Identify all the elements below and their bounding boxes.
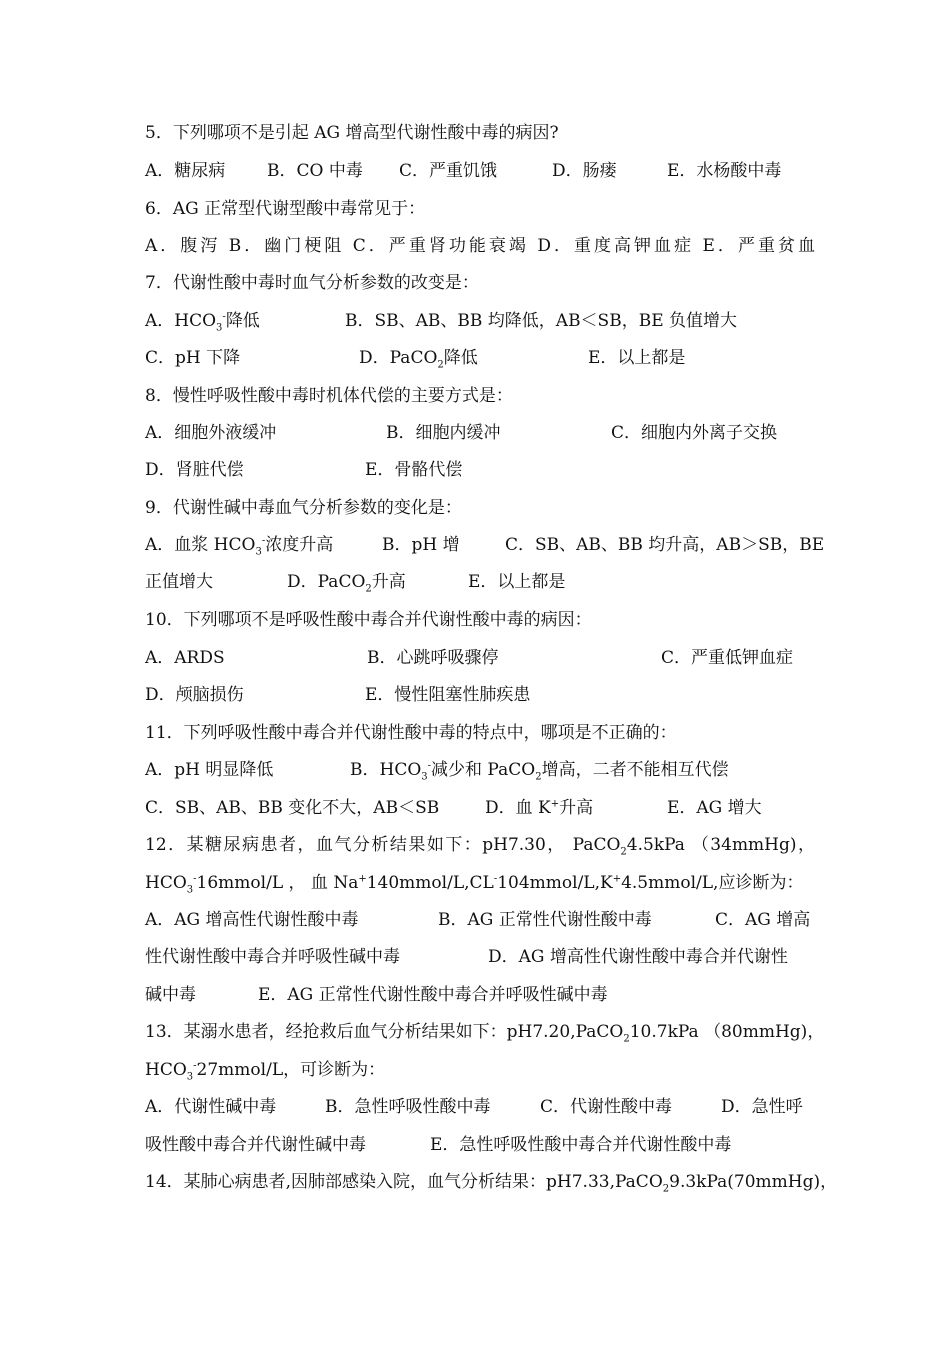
option-d-continued: 碱中毒 [145,985,196,1005]
option-c: C．严重饥饿 [399,161,498,181]
option-c: C．严重低钾血症 [661,648,794,668]
option-d-continued: 吸性酸中毒合并代谢性碱中毒 [145,1135,366,1155]
question-13-stem-line2: $HCO_3^-27mmol/L$，可诊断为： [145,1060,386,1083]
option-c: C．SB、AB、BB 均升高，AB＞SB，BE [505,535,825,555]
option-a: A．血浆 $HCO_3^-$浓度升高 [145,535,334,558]
option-b: B．SB、AB、BB 均降低，AB＜SB，BE 负值增大 [345,311,738,331]
option-d: D．血 K+升高 [485,798,594,818]
option-e: E．骨骼代偿 [365,460,463,480]
option-a: A．代谢性碱中毒 [145,1097,277,1117]
question-6-options: A．腹泻 B．幽门梗阻 C．严重肾功能衰竭 D．重度高钾血症 E．严重贫血 [145,236,815,256]
option-b: B．AG 正常性代谢性酸中毒 [438,910,652,930]
option-b: B．急性呼吸性酸中毒 [325,1097,491,1117]
question-9-stem: 9．代谢性碱中毒血气分析参数的变化是： [145,498,462,518]
option-c-continued: 正值增大 [145,572,213,592]
option-e: E．AG 增大 [667,798,762,818]
question-13-options-row1 [145,1092,815,1122]
question-7-stem: 7．代谢性酸中毒时血气分析参数的改变是： [145,273,479,293]
option-b: B．CO 中毒 [267,161,363,181]
option-a: A．糖尿病 [145,161,226,181]
option-c-continued: 性代谢性酸中毒合并呼吸性碱中毒 [145,947,400,967]
question-10-options-row1 [145,643,815,673]
option-e: E．急性呼吸性酸中毒合并代谢性酸中毒 [430,1135,732,1155]
question-13-options-row2 [145,1130,815,1160]
question-9-options-row1 [145,530,825,560]
question-13-stem-line1: 13．某溺水患者，经抢救后血气分析结果如下：pH7.20,PaCO$_2$10.7kPa （80mmHg)， [145,1022,825,1045]
question-14-stem: 14．某肺心病患者,因肺部感染入院，血气分析结果：pH7.33,PaCO$_2$9.3kPa(70mmHg)， [145,1172,838,1195]
option-e: E．AG 正常性代谢性酸中毒合并呼吸性碱中毒 [258,985,608,1005]
question-8-options-row2 [145,455,815,485]
question-7-options-row1 [145,306,815,336]
question-9-options-row2 [145,567,815,597]
question-12-options-row1 [145,905,815,935]
option-d: D．PaCO$_2$降低 [359,348,478,371]
question-11-stem: 11．下列呼吸性酸中毒合并代谢性酸中毒的特点中，哪项是不正确的： [145,723,677,743]
option-a: A．细胞外液缓冲 [145,423,277,443]
option-d: D．AG 增高性代谢性酸中毒合并代谢性 [488,947,788,967]
option-d: D．急性呼 [721,1097,803,1117]
option-e: E．以上都是 [468,572,566,592]
option-c: C．pH 下降 [145,348,241,368]
option-a: A．pH 明显降低 [145,760,274,780]
question-12-options-row2 [145,942,815,972]
question-10-options-row2 [145,680,815,710]
option-d: D．肠瘘 [552,161,617,181]
option-e: E．慢性阻塞性肺疾患 [365,685,531,705]
option-b: B．心跳呼吸骤停 [367,648,499,668]
option-b: B．pH 增 [382,535,460,555]
question-5-options [145,156,815,186]
option-b: B．细胞内缓冲 [386,423,501,443]
question-12-options-row3 [145,980,815,1010]
option-c: C．细胞内外离子交换 [611,423,778,443]
question-11-options-row2 [145,793,815,823]
question-8-options-row1 [145,418,815,448]
option-c: C．代谢性酸中毒 [540,1097,673,1117]
option-c: C．SB、AB、BB 变化不大，AB＜SB [145,798,440,818]
question-8-stem: 8．慢性呼吸性酸中毒时机体代偿的主要方式是： [145,386,513,406]
option-a: A．AG 增高性代谢性酸中毒 [145,910,359,930]
option-e: E．以上都是 [588,348,686,368]
option-d: D．颅脑损伤 [145,685,244,705]
option-a: A．$HCO_3^-$降低 [145,311,260,334]
question-12-stem-line2: $HCO_3^-16mmol/L$ ， 血 Na+140mmol/L,CL-104mmol/L,K+4.5mmol/L,应诊断为： [145,873,804,896]
option-b: B．$HCO_3^-$减少和 PaCO$_2$增高，二者不能相互代偿 [350,760,729,783]
question-5-stem: 5．下列哪项不是引起 AG 增高型代谢性酸中毒的病因? [145,123,559,143]
option-d: D．PaCO$_2$升高 [287,572,406,595]
option-e: E．水杨酸中毒 [667,161,782,181]
question-11-options-row1 [145,755,815,785]
question-12-stem-line1: 12．某糖尿病患者，血气分析结果如下：pH7.30， PaCO$_2$4.5kPa （34mmHg)， [145,835,815,858]
question-6-stem: 6．AG 正常型代谢型酸中毒常见于： [145,199,426,219]
question-10-stem: 10．下列哪项不是呼吸性酸中毒合并代谢性酸中毒的病因： [145,610,592,630]
option-a: A．ARDS [145,648,225,668]
option-c: C．AG 增高 [715,910,811,930]
question-7-options-row2 [145,343,815,373]
option-d: D．肾脏代偿 [145,460,244,480]
